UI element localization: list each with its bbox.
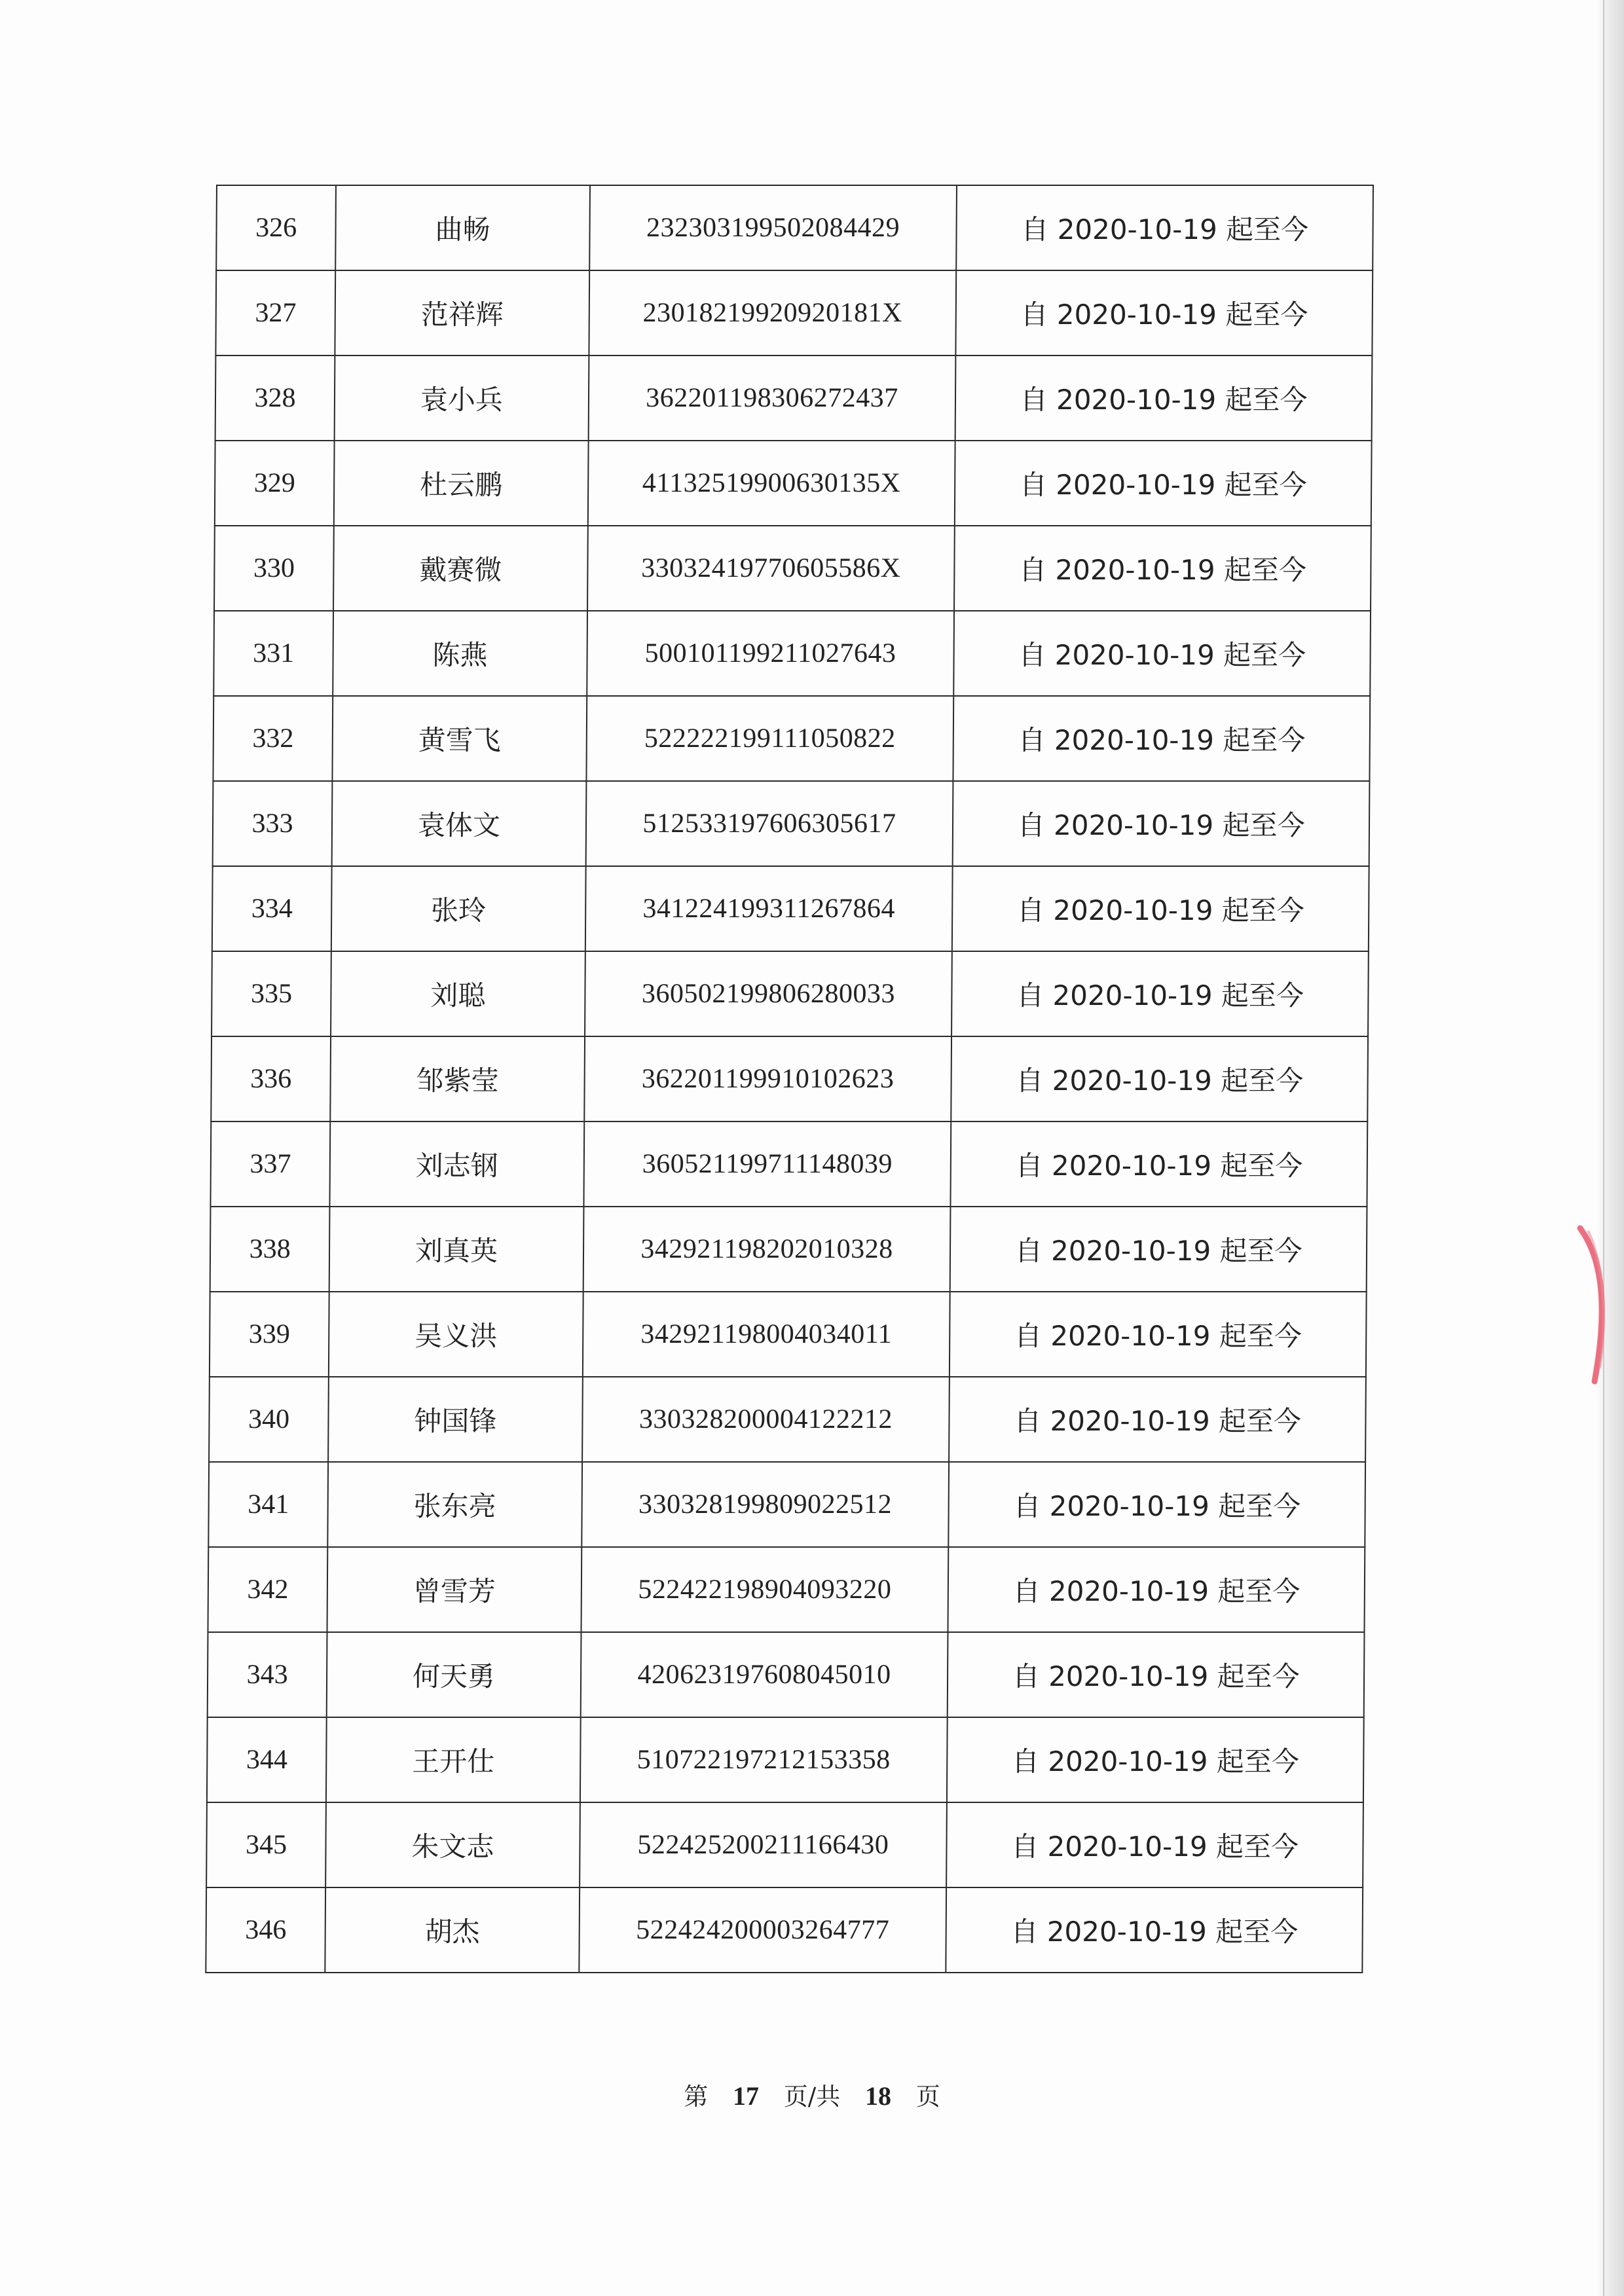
footer-suffix: 页 bbox=[915, 2083, 940, 2111]
row-number-cell: 343 bbox=[208, 1632, 327, 1717]
id-number-cell: 41132519900630135X bbox=[587, 441, 955, 526]
period-cell: 自 2020-10-19 起至今 bbox=[950, 1292, 1367, 1377]
row-number-cell: 333 bbox=[213, 781, 333, 866]
row-number-cell: 337 bbox=[210, 1121, 330, 1207]
period-cell: 自 2020-10-19 起至今 bbox=[951, 1121, 1368, 1207]
scan-edge-line bbox=[1603, 0, 1604, 2296]
id-number-cell: 342921198202010328 bbox=[583, 1207, 950, 1292]
table-row bbox=[212, 951, 1369, 1036]
row-number-cell: 330 bbox=[214, 526, 334, 611]
period-cell: 自 2020-10-19 起至今 bbox=[951, 951, 1369, 1036]
row-number-cell: 336 bbox=[211, 1036, 331, 1121]
roster-table-body bbox=[206, 185, 1373, 1973]
current-page-number: 17 bbox=[733, 2081, 759, 2111]
person-name-cell: 袁小兵 bbox=[335, 355, 589, 441]
row-number-cell: 327 bbox=[215, 270, 335, 355]
period-cell: 自 2020-10-19 起至今 bbox=[956, 185, 1373, 270]
person-name-cell: 张东亮 bbox=[327, 1462, 581, 1547]
period-cell: 自 2020-10-19 起至今 bbox=[948, 1547, 1365, 1632]
row-number-cell: 344 bbox=[207, 1717, 327, 1802]
row-number-cell: 345 bbox=[206, 1802, 326, 1887]
person-name-cell: 袁体文 bbox=[332, 781, 586, 866]
footer-middle: 页/共 bbox=[783, 2083, 841, 2111]
person-name-cell: 范祥辉 bbox=[335, 270, 589, 355]
row-number-cell: 328 bbox=[215, 355, 335, 441]
person-name-cell: 黄雪飞 bbox=[333, 696, 587, 781]
row-number-cell: 335 bbox=[212, 951, 331, 1036]
id-number-cell: 522424200003264777 bbox=[579, 1887, 946, 1973]
table-row bbox=[207, 1717, 1364, 1802]
person-name-cell: 曾雪芳 bbox=[327, 1547, 581, 1632]
period-cell: 自 2020-10-19 起至今 bbox=[949, 1377, 1366, 1462]
id-number-cell: 23018219920920181X bbox=[589, 270, 956, 355]
person-name-cell: 陈燕 bbox=[333, 611, 587, 696]
period-cell: 自 2020-10-19 起至今 bbox=[956, 270, 1373, 355]
id-number-cell: 362201199910102623 bbox=[584, 1036, 951, 1121]
table-row bbox=[213, 611, 1371, 696]
row-number-cell: 326 bbox=[216, 185, 336, 270]
person-name-cell: 戴赛微 bbox=[333, 526, 587, 611]
seal-stamp-fragment bbox=[1575, 1224, 1614, 1388]
period-cell: 自 2020-10-19 起至今 bbox=[948, 1632, 1365, 1717]
total-page-number: 18 bbox=[865, 2081, 891, 2111]
id-number-cell: 360521199711148039 bbox=[583, 1121, 951, 1207]
id-number-cell: 330328199809022512 bbox=[581, 1462, 949, 1547]
table-row bbox=[215, 441, 1372, 526]
period-cell: 自 2020-10-19 起至今 bbox=[953, 611, 1371, 696]
table-row bbox=[215, 355, 1373, 441]
row-number-cell: 332 bbox=[213, 696, 333, 781]
roster-table bbox=[205, 185, 1374, 1973]
table-row bbox=[213, 696, 1370, 781]
person-name-cell: 胡杰 bbox=[325, 1887, 580, 1973]
period-cell: 自 2020-10-19 起至今 bbox=[951, 1036, 1369, 1121]
id-number-cell: 33032419770605586X bbox=[587, 526, 955, 611]
period-cell: 自 2020-10-19 起至今 bbox=[953, 696, 1371, 781]
row-number-cell: 334 bbox=[212, 866, 332, 951]
period-cell: 自 2020-10-19 起至今 bbox=[946, 1802, 1363, 1887]
person-name-cell: 刘聪 bbox=[331, 951, 585, 1036]
person-name-cell: 刘真英 bbox=[329, 1207, 583, 1292]
table-row bbox=[210, 1207, 1367, 1292]
row-number-cell: 338 bbox=[210, 1207, 330, 1292]
row-number-cell: 329 bbox=[215, 441, 335, 526]
table-row bbox=[215, 270, 1373, 355]
row-number-cell: 339 bbox=[210, 1292, 329, 1377]
period-cell: 自 2020-10-19 起至今 bbox=[955, 441, 1372, 526]
period-cell: 自 2020-10-19 起至今 bbox=[954, 526, 1371, 611]
id-number-cell: 342921198004034011 bbox=[583, 1292, 950, 1377]
id-number-cell: 341224199311267864 bbox=[585, 866, 952, 951]
table-row bbox=[208, 1547, 1365, 1632]
id-number-cell: 420623197608045010 bbox=[580, 1632, 948, 1717]
table-row bbox=[208, 1632, 1365, 1717]
roster-table-container bbox=[205, 185, 1374, 1973]
id-number-cell: 500101199211027643 bbox=[587, 611, 954, 696]
person-name-cell: 王开仕 bbox=[326, 1717, 580, 1802]
id-number-cell: 330328200004122212 bbox=[582, 1377, 950, 1462]
table-row bbox=[216, 185, 1373, 270]
table-row bbox=[206, 1887, 1363, 1973]
scan-edge-shadow bbox=[1595, 0, 1624, 2296]
table-row bbox=[212, 866, 1369, 951]
person-name-cell: 钟国锋 bbox=[328, 1377, 582, 1462]
id-number-cell: 360502199806280033 bbox=[585, 951, 952, 1036]
page-footer bbox=[0, 2077, 1624, 2112]
person-name-cell: 曲畅 bbox=[335, 185, 589, 270]
person-name-cell: 张玲 bbox=[331, 866, 585, 951]
table-row bbox=[213, 781, 1370, 866]
id-number-cell: 522422198904093220 bbox=[581, 1547, 948, 1632]
id-number-cell: 510722197212153358 bbox=[580, 1717, 948, 1802]
id-number-cell: 512533197606305617 bbox=[585, 781, 953, 866]
id-number-cell: 522425200211166430 bbox=[580, 1802, 947, 1887]
id-number-cell: 232303199502084429 bbox=[589, 185, 957, 270]
table-row bbox=[208, 1462, 1365, 1547]
period-cell: 自 2020-10-19 起至今 bbox=[953, 781, 1370, 866]
table-row bbox=[211, 1036, 1368, 1121]
person-name-cell: 吴义洪 bbox=[329, 1292, 583, 1377]
row-number-cell: 346 bbox=[206, 1887, 325, 1973]
table-row bbox=[214, 526, 1371, 611]
period-cell: 自 2020-10-19 起至今 bbox=[950, 1207, 1367, 1292]
id-number-cell: 522222199111050822 bbox=[586, 696, 953, 781]
period-cell: 自 2020-10-19 起至今 bbox=[955, 355, 1373, 441]
row-number-cell: 342 bbox=[208, 1547, 327, 1632]
period-cell: 自 2020-10-19 起至今 bbox=[952, 866, 1369, 951]
row-number-cell: 331 bbox=[213, 611, 333, 696]
person-name-cell: 朱文志 bbox=[325, 1802, 580, 1887]
person-name-cell: 刘志钢 bbox=[330, 1121, 584, 1207]
person-name-cell: 邹紫莹 bbox=[330, 1036, 584, 1121]
table-row bbox=[210, 1292, 1367, 1377]
period-cell: 自 2020-10-19 起至今 bbox=[946, 1887, 1363, 1973]
period-cell: 自 2020-10-19 起至今 bbox=[947, 1717, 1364, 1802]
person-name-cell: 何天勇 bbox=[327, 1632, 581, 1717]
row-number-cell: 341 bbox=[208, 1462, 328, 1547]
table-row bbox=[209, 1377, 1366, 1462]
id-number-cell: 362201198306272437 bbox=[588, 355, 955, 441]
footer-prefix: 第 bbox=[684, 2083, 709, 2111]
table-row bbox=[210, 1121, 1367, 1207]
row-number-cell: 340 bbox=[209, 1377, 329, 1462]
person-name-cell: 杜云鹏 bbox=[334, 441, 588, 526]
table-row bbox=[206, 1802, 1363, 1887]
period-cell: 自 2020-10-19 起至今 bbox=[949, 1462, 1366, 1547]
